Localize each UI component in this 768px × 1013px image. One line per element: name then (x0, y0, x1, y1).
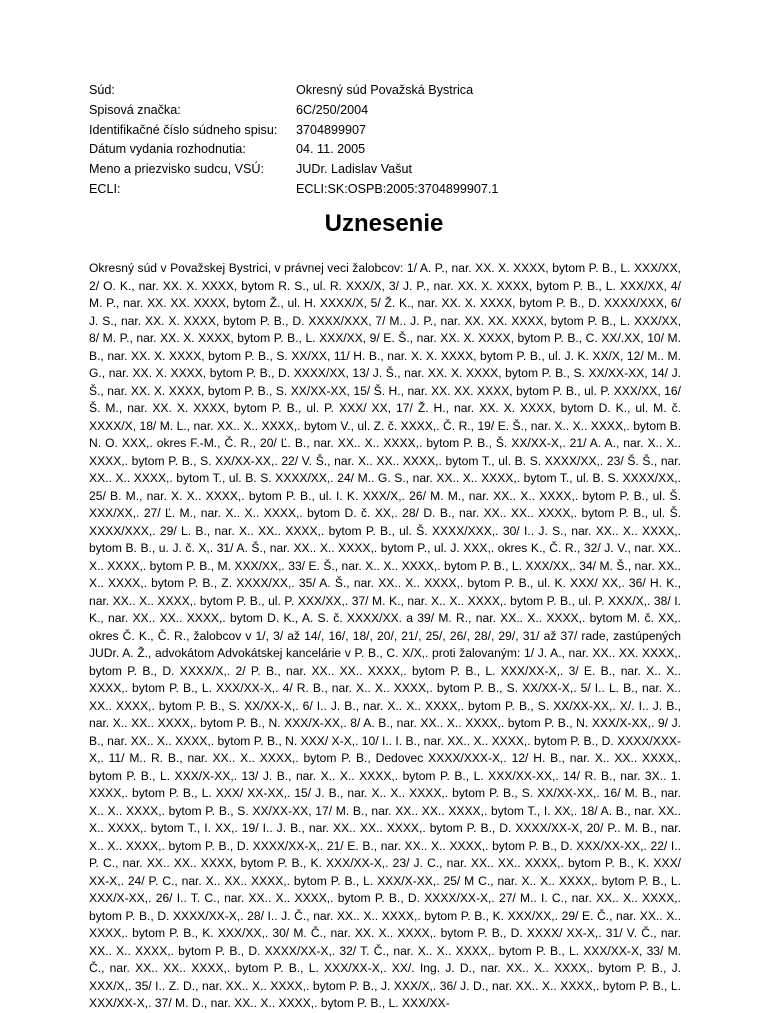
metadata-value: 3704899907 (296, 122, 367, 137)
metadata-label: ECLI: (89, 181, 121, 196)
metadata-row-court (89, 81, 498, 101)
metadata-row-decision-date (89, 140, 498, 160)
metadata-row-file-mark (89, 101, 498, 121)
document-title: Uznesenie (324, 210, 444, 237)
metadata-value: 04. 11. 2005 (296, 142, 366, 157)
metadata-row-ecli (89, 180, 498, 200)
metadata-label: Meno a priezvisko sudcu, VSÚ: (89, 162, 264, 177)
metadata-label: Súd: (89, 83, 115, 97)
metadata-value: JUDr. Ladislav Vašut (296, 162, 412, 177)
metadata-label: Spisová značka: (89, 102, 181, 117)
metadata-label: Identifikačné číslo súdneho spisu: (89, 122, 278, 137)
metadata-value: Okresný súd Považská Bystrica (296, 83, 474, 97)
metadata-label: Dátum vydania rozhodnutia: (89, 142, 246, 157)
document-body-paragraph: Okresný súd v Považskej Bystrici, v právnej veci žalobcov: 1/ A. P., nar. XX. X. XXXX, bytom P. B., L. XXX/XX, 2/ O. K., nar. XX. X. XXXX, bytom R. S., ul. R. XXX/X, 3/ J. P., nar. XX. X. XXXX, bytom P. B., L. XXX/XX, 4/ M. P., nar. XX. XX. XXXX, bytom Ž., ul. H. XXXX/X, 5/ Ž. K., nar. XX. X. XXXX, bytom P. B., D. XXXX/XXX, 6/ J. S., nar. XX. X. XXXX, bytom P. B., D. XXXX/XXX, 7/ M.. J. P., nar. XX. XX. XXXX, bytom P. B., L. XXX/XX, 8/ M. P., nar. XX. X. XXXX, bytom P. B., L. XXX/XX, 9/ E. Š., nar. XX. X. XXXX, bytom P. B., C. XX/.XX, 10/ M. B., nar. XX. X. XXXX, bytom P. B., S. XX/XX, 11/ H. B., nar. X. X. XXXX, bytom P. B., ul. J. K. XX/X, 12/ M.. M. G., nar. XX. X. XXXX, bytom P. B., D. XXXX/XX, 13/ J. Š., nar. XX. X. XXXX, bytom P. B., S. XX/XX-XX, 14/ J. Š., nar. XX. X. XXXX, bytom P. B., S. XX/XX-XX, 15/ Š. H., nar. XX. XX. XXXX, bytom P. B., ul. P. XXX/XX, 16/ Š. M., nar. XX. X. XXXX, bytom P. B., ul. P. XXX/ XX, 17/ Ž. H., nar. XX. X. XXXX, bytom D. K., ul. M. č. XXXX/X, 18/ M. L., nar. XX.. X.. XXXX,. bytom V., ul. Z. č. XXXX,. Č. R., 19/ E. Š., nar. X.. X.. XXXX,. bytom B. N. O. XXX,. okres F.-M., Č. R., 20/ Ľ. B., nar. XX.. X.. XXXX,. bytom P. B., Š. XX/XX-X,. 21/ A. A., nar. X.. X.. XXXX,. bytom P. B., S. XX/XX-XX,. 22/ V. Š., nar. X.. XX.. XXXX,. bytom T., ul. B. S. XXXX/XX,. 23/ Š. Š., nar. XX.. X.. XXXX,. bytom T., ul. B. S. XXXX/XX,. 24/ M.. G. S., nar. XX.. X.. XXXX,. bytom T., ul. B. S. XXXX/XX,. 25/ B. M., nar. X. X.. XXXX,. bytom P. B., ul. I. K. XXX/X,. 26/ M. M., nar. XX.. X.. XXXX,. bytom P. B., ul. Š. XXX/XX,. 27/ Ľ. M., nar. X.. X.. XXXX,. bytom D. č. XX,. 28/ D. B., nar. XX.. XX.. XXXX,. bytom P. B., ul. Š. XXXX/XXX,. 29/ L. B., nar. X.. XX.. XXXX,. bytom P. B., ul. Š. XXXX/XXX,. 30/ I.. J. S., nar. XX.. X.. XXXX,. bytom B. B., u. J. č. X,. 31/ A. Š., nar. XX.. X.. XXXX,. bytom P., ul. J. XXX,. okres K., Č. R., 32/ J. V., nar. XX.. X.. XXXX,. bytom P. B., M. XXX/XX,. 33/ E. Š., nar. X.. X.. XXXX,. bytom P. B., L. XXX/XX,. 34/ M. Š., nar. XX.. X.. XXXX,. bytom P. B., Z. XXXX/XX,. 35/ A. Š., nar. XX.. X.. XXXX,. bytom P. B., ul. K. XXX/ XX,. 36/ H. K., nar. XX.. X.. XXXX,. bytom P. B., ul. P. XXX/XX,. 37/ M. K., nar. X.. X.. XXXX,. bytom P. B., ul. P. XXX/X,. 38/ I. K., nar. XX.. XX.. XXXX,. bytom D. K., A. S. č. XXXX/XX. a 39/ M. R., nar. XX.. X.. XXXX,. bytom M. č. XX,. okres Č. K., Č. R., žalobcov v 1/, 3/ až 14/, 16/, 18/, 20/, 21/, 25/, 26/, 28/, 29/, 31/ až 37/ rade, zastúpených JUDr. A. Ž., advokátom Advokátskej kancelárie v P. B., C. X/X,. proti žalovaným: 1/ J. A., nar. XX.. XX. XXXX,. bytom P. B., D. XXXX/X,. 2/ P. B., nar. XX.. XX.. XXXX,. bytom P. B., L. XXX/XX-X,. 3/ E. B., nar. X.. X.. XXXX,. bytom P. B., L. XXX/XX-X,. 4/ R. B., nar. X.. X.. XXXX,. bytom P. B., S. XX/XX-X,. 5/ I.. L. B., nar. X.. XX.. XXXX,. bytom P. B., S. XX/XX-X,. 6/ I.. J. B., nar. X.. X.. XXXX,. bytom P. B., S. XX/XX-XX,. X/. I.. J. B., nar. X.. XX.. XXXX,. bytom P. B., N. XXX/X-XX,. 8/ A. B., nar. XX.. X.. XXXX,. bytom P. B., N. XXX/X-XX,. 9/ J. B., nar. XX.. X.. XXXX,. bytom P. B., N. XXX/ X-X,. 10/ I.. I. B., nar. XX.. X.. XXXX,. bytom P. B., D. XXXX/XXX-X,. 11/ M.. R. B., nar. XX.. X.. XXXX,. bytom P. B., Dedovec XXXX/XXX-X,. 12/ H. B., nar. X.. XX.. XXXX,. bytom P. B., L. XXX/X-XX,. 13/ J. B., nar. X.. X.. XXXX,. bytom P. B., L. XXX/XX-XX,. 14/ R. B., nar. 3X.. 1. XXXX,. bytom P. B., L. XXX/ XX-XX,. 15/ J. B., nar. X.. X.. XXXX,. bytom P. B., S. XX/XX-XX,. 16/ M. B., nar. X.. X.. XXXX,. bytom P. B., S. XX/XX-XX, 17/ M. B., nar. XX.. XX.. XXXX,. bytom T., I. XX,. 18/ A. B., nar. XX.. X.. XXXX,. bytom T., I. XX,. 19/ I.. J. B., nar. XX.. XX.. XXXX,. bytom P. B., D. XXXX/XX-X, 20/ P.. M. B., nar. X.. X.. XXXX,. bytom P. B., D. XXXX/XX-X,. 21/ E. B., nar. XX.. X.. XXXX,. bytom P. B., D. XXX/XX-XX,. 22/ I.. P. C., nar. XX.. XX.. XXXX, bytom P. B., K. XXX/XX-X,. 23/ J. C., nar. XX.. XX.. XXXX,. bytom P. B., K. XXX/ XX-X,. 24/ P. C., nar. X.. XX.. XXXX,. bytom P. B., L. XXX/X-XX,. 25/ M C., nar. X.. X.. XXXX,. bytom P. B., L. XXX/X-XX,. 26/ I.. T. C., nar. XX.. X.. XXXX,. bytom P. B., D. XXXX/XX-X,. 27/ M.. I. C., nar. XX.. X.. XXXX,. bytom P. B., D. XXXX/XX-X,. 28/ I.. J. Č., nar. XX.. X.. XXXX,. bytom P. B., K. XXX/XX,. 29/ E. Č., nar. XX.. X.. XXXX,. bytom P. B., K. XXX/XX,. 30/ M. Č., nar. XX. X.. XXXX,. bytom P. B., D. XXXX/ XX-X,. 31/ V. Č., nar. XX.. X.. XXXX,. bytom P. B., D. XXXX/XX-X,. 32/ T. Č., nar. X.. X.. XXXX,. bytom P. B., L. XXX/XX-X, 33/ M. Č., nar. XX.. XX.. XXXX,. bytom P. B., L. XXX/XX-X,. XX/. Ing. J. D., nar. XX.. X.. XXXX,. bytom P. B., J. XXX/X,. 35/ I.. Z. D., nar. XX.. X.. XXXX,. bytom P. B., J. XXX/X,. 36/ J. D., nar. XX.. X.. XXXX,. bytom P. B., L. XXX/XX-X,. 37/ M. D., nar. XX.. X.. XXXX,. bytom P. B., L. XXX/XX- (89, 261, 681, 1010)
metadata-table (89, 81, 498, 200)
metadata-value: 6C/250/2004 (296, 102, 369, 117)
metadata-row-file-id (89, 121, 498, 141)
metadata-value: ECLI:SK:OSPB:2005:3704899907.1 (296, 181, 499, 196)
metadata-row-judge (89, 160, 498, 180)
